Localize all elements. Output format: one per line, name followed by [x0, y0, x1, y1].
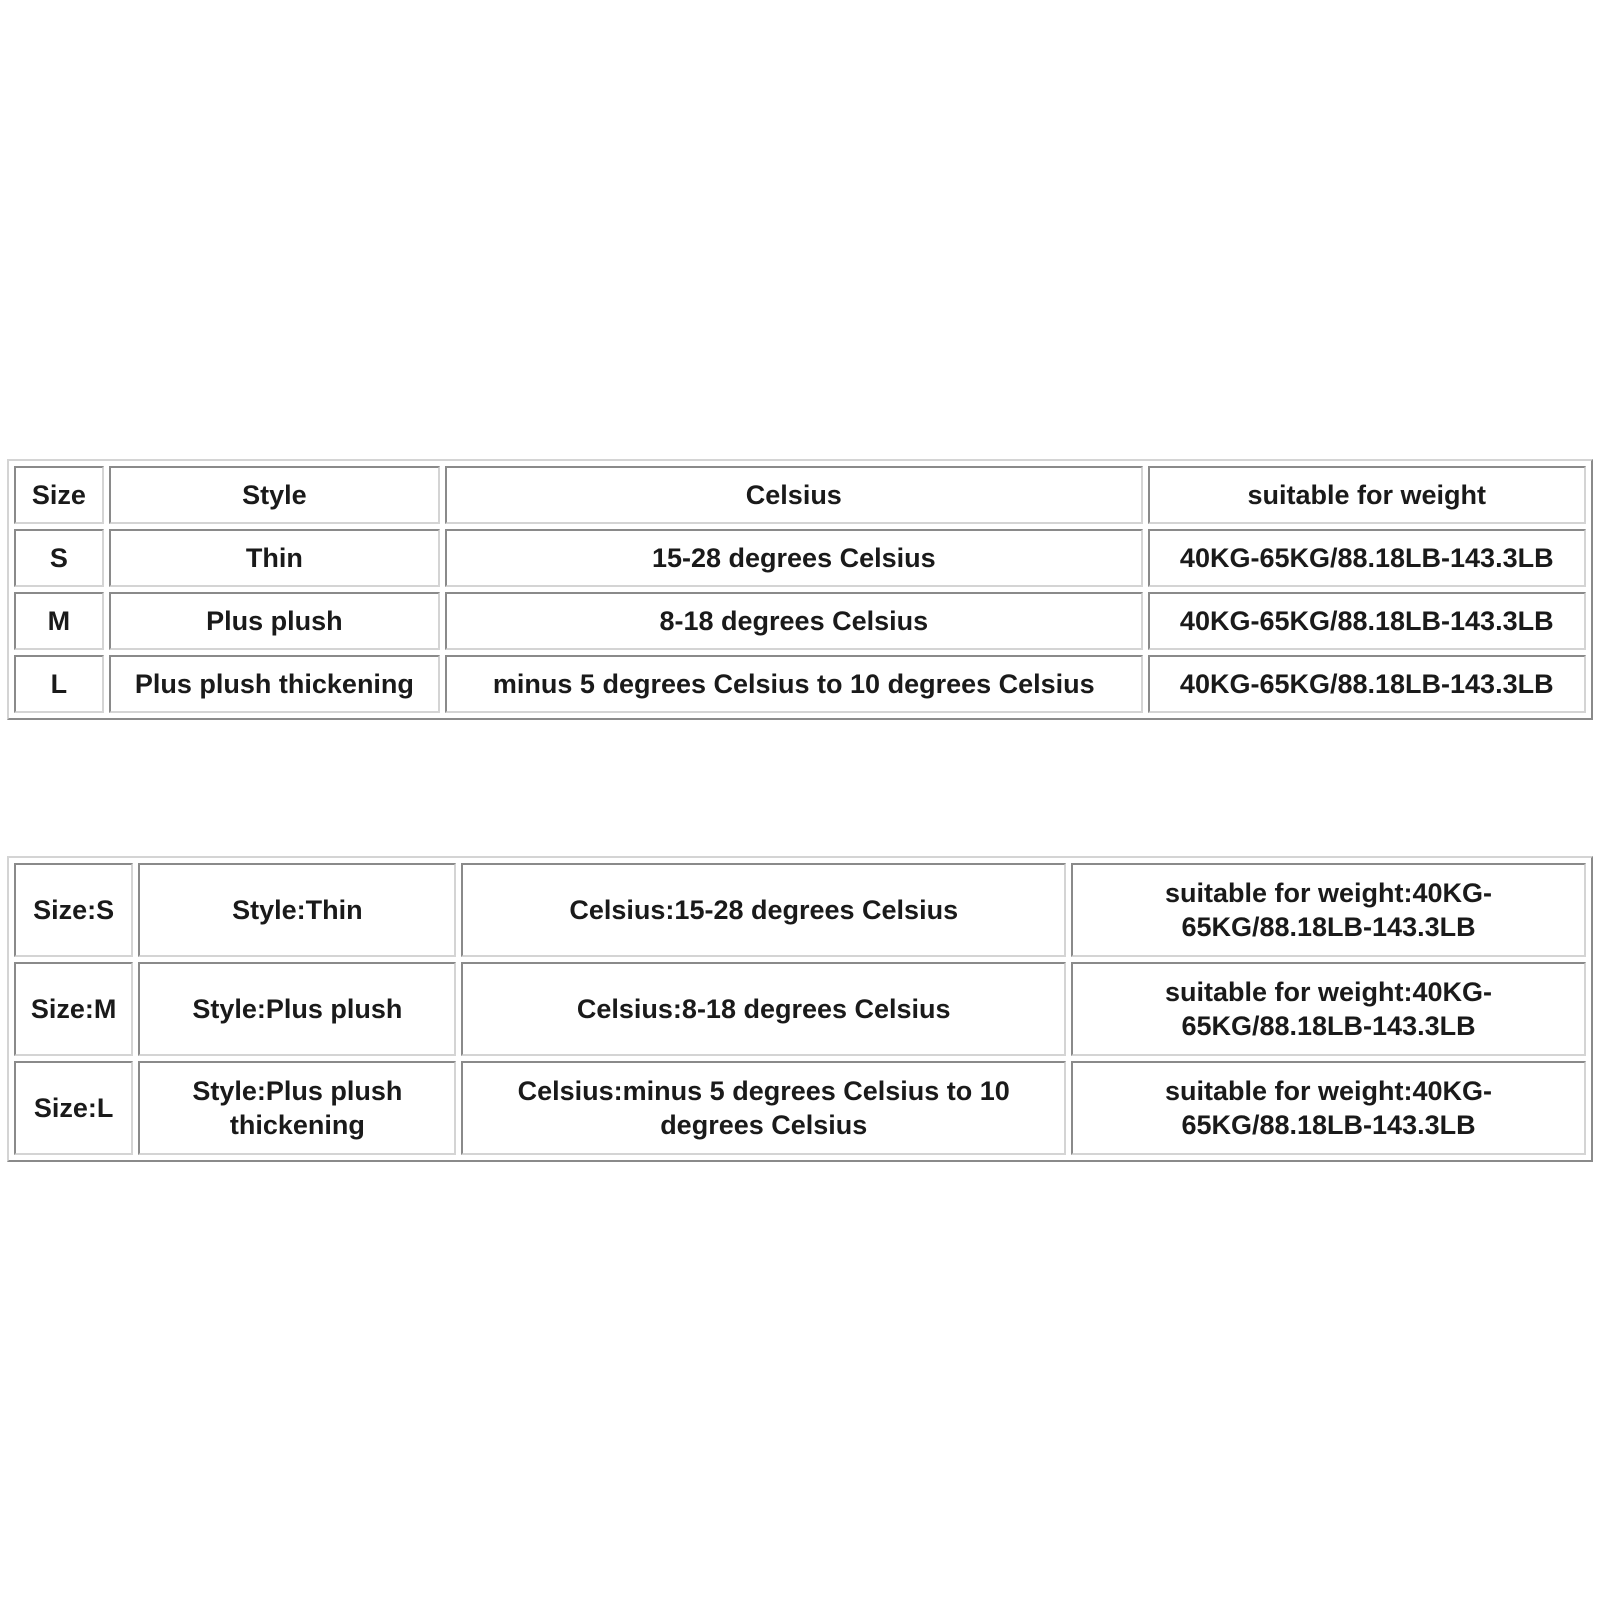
weight-cell: 40KG-65KG/88.18LB-143.3LB	[1148, 655, 1586, 713]
size-cell: M	[14, 592, 104, 650]
header-weight: suitable for weight	[1148, 466, 1586, 524]
table-row	[14, 655, 1586, 713]
table-row	[14, 529, 1586, 587]
celsius-cell: minus 5 degrees Celsius to 10 degrees Celsius	[445, 655, 1142, 713]
table-header-row	[14, 466, 1586, 524]
table-row	[14, 592, 1586, 650]
size-cell: Size:L	[14, 1061, 133, 1155]
style-cell: Plus plush	[109, 592, 440, 650]
style-cell: Style:Plus plush	[138, 962, 456, 1056]
size-cell: S	[14, 529, 104, 587]
celsius-cell: 15-28 degrees Celsius	[445, 529, 1142, 587]
table-row	[14, 1061, 1586, 1155]
header-size: Size	[14, 466, 104, 524]
size-chart-table	[7, 459, 1593, 720]
size-cell: L	[14, 655, 104, 713]
size-cell: Size:S	[14, 863, 133, 957]
style-cell: Style:Thin	[138, 863, 456, 957]
style-cell: Thin	[109, 529, 440, 587]
size-detail-table	[7, 856, 1593, 1162]
weight-cell: suitable for weight:40KG-65KG/88.18LB-143.3LB	[1071, 962, 1586, 1056]
celsius-cell: Celsius:minus 5 degrees Celsius to 10 degrees Celsius	[461, 1061, 1066, 1155]
table-row	[14, 863, 1586, 957]
style-cell: Plus plush thickening	[109, 655, 440, 713]
weight-cell: 40KG-65KG/88.18LB-143.3LB	[1148, 529, 1586, 587]
header-celsius: Celsius	[445, 466, 1142, 524]
weight-cell: 40KG-65KG/88.18LB-143.3LB	[1148, 592, 1586, 650]
weight-cell: suitable for weight:40KG-65KG/88.18LB-143.3LB	[1071, 863, 1586, 957]
table-row	[14, 962, 1586, 1056]
header-style: Style	[109, 466, 440, 524]
weight-cell: suitable for weight:40KG-65KG/88.18LB-143.3LB	[1071, 1061, 1586, 1155]
size-cell: Size:M	[14, 962, 133, 1056]
celsius-cell: 8-18 degrees Celsius	[445, 592, 1142, 650]
celsius-cell: Celsius:15-28 degrees Celsius	[461, 863, 1066, 957]
celsius-cell: Celsius:8-18 degrees Celsius	[461, 962, 1066, 1056]
style-cell: Style:Plus plush thickening	[138, 1061, 456, 1155]
